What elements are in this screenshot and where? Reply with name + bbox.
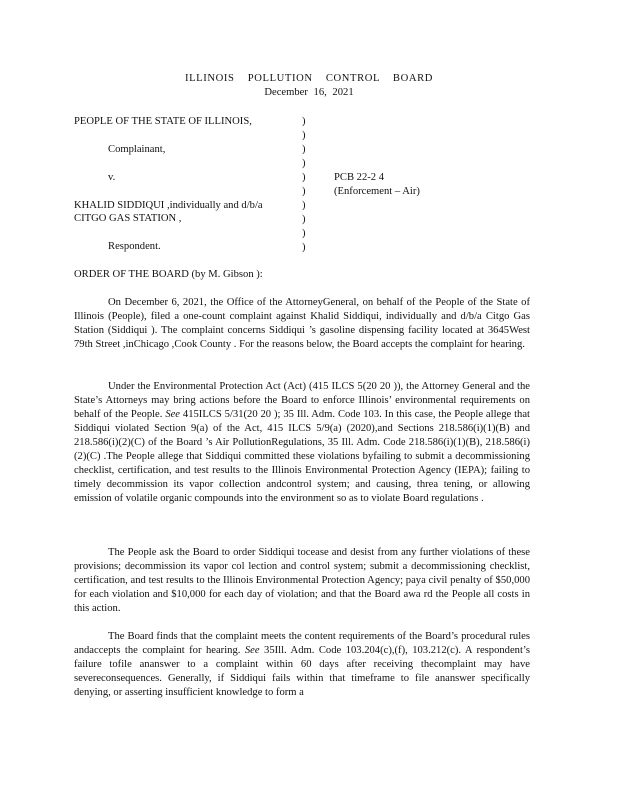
defendant-name-line2: CITGO GAS STATION , bbox=[74, 213, 182, 224]
order-date: December 16, 2021 bbox=[264, 87, 354, 98]
case-type: (Enforcement – Air) bbox=[334, 186, 420, 197]
paren: ) bbox=[302, 214, 306, 225]
paren: ) bbox=[302, 228, 306, 239]
defendant-name-line1: KHALID SIDDIQUI ,individually and d/b/a bbox=[74, 200, 263, 211]
paragraph-text: On December 6, 2021, the Office of the AttorneyGeneral, on behalf of the People of the State of Illinois (People), filed a one-count complaint against Khalid Siddiqui, individually and d/b/a Citgo Gas Station (Siddiqui ). The complaint concerns Siddiqui ’s gasoline dispensing facility located at 3645West 79th Street ,inChicago ,Cook County . For the reasons below, the Board accepts the complaint for hearing. bbox=[74, 297, 530, 350]
paragraph-text: The People ask the Board to order Siddiqui tocease and desist from any further violations of these provisions; decommission its vapor col lection and control system; submit a decommissioning checklist, certification, and test results to the Illinois Environmental Protection Agency; paya civil penalty of $50,000 for each violation and $10,000 for each day of violation; and that the Board awa rd the People all costs in this action. bbox=[74, 547, 530, 614]
plaintiff-name: PEOPLE OF THE STATE OF ILLINOIS, bbox=[74, 116, 252, 127]
citation-signal: See bbox=[165, 409, 181, 420]
paren: ) bbox=[302, 200, 306, 211]
paren: ) bbox=[302, 242, 306, 253]
complainant-label: Complainant, bbox=[108, 144, 166, 155]
citation-signal: See bbox=[244, 645, 260, 656]
paragraph-2 bbox=[74, 380, 530, 506]
board-name: ILLINOIS POLLUTION CONTROL BOARD bbox=[184, 73, 433, 84]
order-heading: ORDER OF THE BOARD (by M. Gibson ): bbox=[74, 269, 263, 280]
respondent-label: Respondent. bbox=[108, 241, 161, 252]
case-number: PCB 22-2 4 bbox=[334, 172, 385, 183]
paragraph-text: The Board finds that the complaint meets the content requirements of the Board’s procedural rules andaccepts the complaint for hearing. See 35Ill. Adm. Code 103.204(c),(f), 103.212(c). A respondent’s failure tofile ananswer to a complaint within 60 days after receiving thecomplaint may have severeconsequences. Generally, if Siddiqui fails within that timeframe to file ananswer specifically denying, or asserting insufficient knowledge to form a bbox=[74, 631, 530, 698]
caption-parentheses bbox=[302, 115, 312, 255]
paren: ) bbox=[302, 130, 306, 141]
paragraph-text: Under the Environmental Protection Act (Act) (415 ILCS 5(20 20 )), the Attorney General and the State’s Attorneys may bring actions before the Board to enforce Illinois’ environmental requirements on behalf of the People. See 415ILCS 5/31(20 20 ); 35 Ill. Adm. Code 103. In this case, the People allege that Siddiqui violated Section 9(a) of the Act, 415 ILCS 5/9(a) (2020),and Sections 218.586(i)(1)(B) and 218.586(i)(2)(C) of the Board ’s Air PollutionRegulations, 35 Ill. Adm. Code 218.586(i)(1)(B), 218.586(i)(2)(C) .The People allege that Siddiqui committed these violations byfailing to submit a decommissioning checklist, certification, and test results to the Illinois Environmental Protection Agency (IEPA); failing to timely decommission its vapor collection andcontrol system; and causing, threa tening, or allowing emission of volatile organic compounds into the environment so as to violate Board regulations . bbox=[74, 381, 530, 504]
versus-label: v. bbox=[108, 172, 116, 183]
paragraph-4 bbox=[74, 630, 530, 700]
paren: ) bbox=[302, 158, 306, 169]
paren: ) bbox=[302, 186, 306, 197]
paren: ) bbox=[302, 144, 306, 155]
paren: ) bbox=[302, 116, 306, 127]
paragraph-1 bbox=[74, 296, 530, 352]
paren: ) bbox=[302, 172, 306, 183]
paragraph-3 bbox=[74, 546, 530, 616]
